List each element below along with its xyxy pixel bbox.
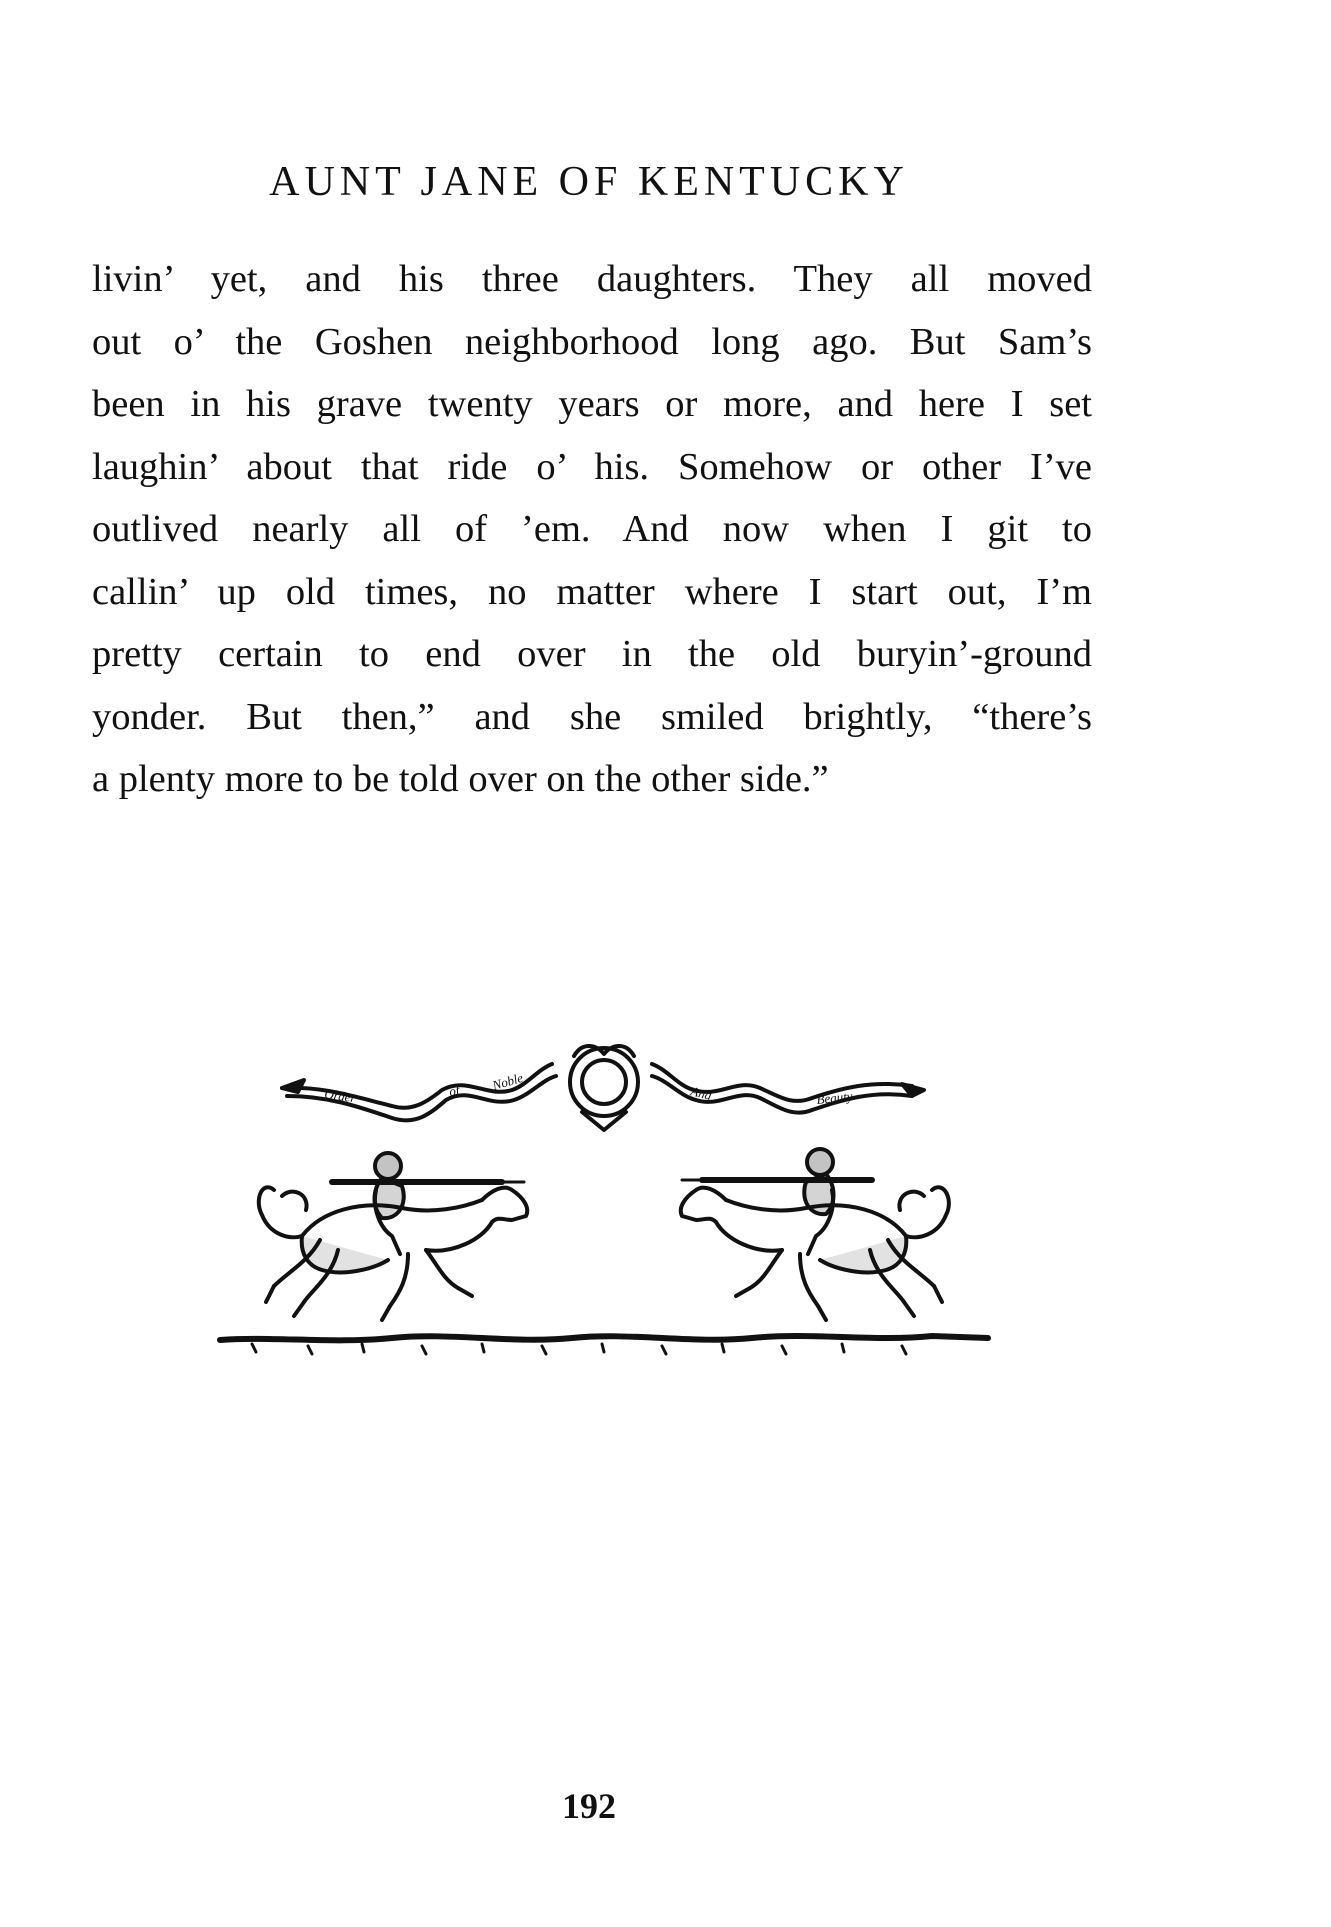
page-number: 192 bbox=[562, 1786, 616, 1826]
text-line: been in his grave twenty years or more, and here I set bbox=[92, 383, 1092, 425]
jousting-knights-vignette bbox=[212, 1040, 992, 1400]
text-line: a plenty more to be told over on the other side.” bbox=[92, 758, 829, 800]
text-line: outlived nearly all of ’em. And now when I git to bbox=[92, 508, 1092, 550]
banner-word: And bbox=[689, 1083, 714, 1103]
right-knight-icon bbox=[681, 1149, 949, 1320]
text-line: pretty certain to end over in the old buryin’-ground bbox=[92, 633, 1092, 675]
running-head: AUNT JANE OF KENTUCKY bbox=[269, 159, 909, 205]
banner-ribbon-icon bbox=[282, 1046, 924, 1130]
banner-word: Noble bbox=[490, 1069, 525, 1093]
ground-line-icon bbox=[220, 1336, 988, 1354]
text-line: callin’ up old times, no matter where I start out, I’m bbox=[92, 570, 1092, 613]
body-text bbox=[92, 248, 1092, 811]
left-knight-icon bbox=[259, 1153, 527, 1320]
text-line: yonder. But then,” and she smiled brightly, “there’s bbox=[92, 695, 1092, 738]
banner-word: Beauty bbox=[815, 1088, 854, 1107]
banner-word: Order bbox=[323, 1086, 357, 1106]
banner-text bbox=[324, 1070, 854, 1107]
text-line: laughin’ about that ride o’ his. Somehow or other I’ve bbox=[92, 445, 1092, 488]
banner-word: of bbox=[447, 1082, 461, 1099]
text-line: livin’ yet, and his three daughters. They all moved bbox=[92, 258, 1092, 300]
text-line: out o’ the Goshen neighborhood long ago. But Sam’s bbox=[92, 320, 1092, 363]
